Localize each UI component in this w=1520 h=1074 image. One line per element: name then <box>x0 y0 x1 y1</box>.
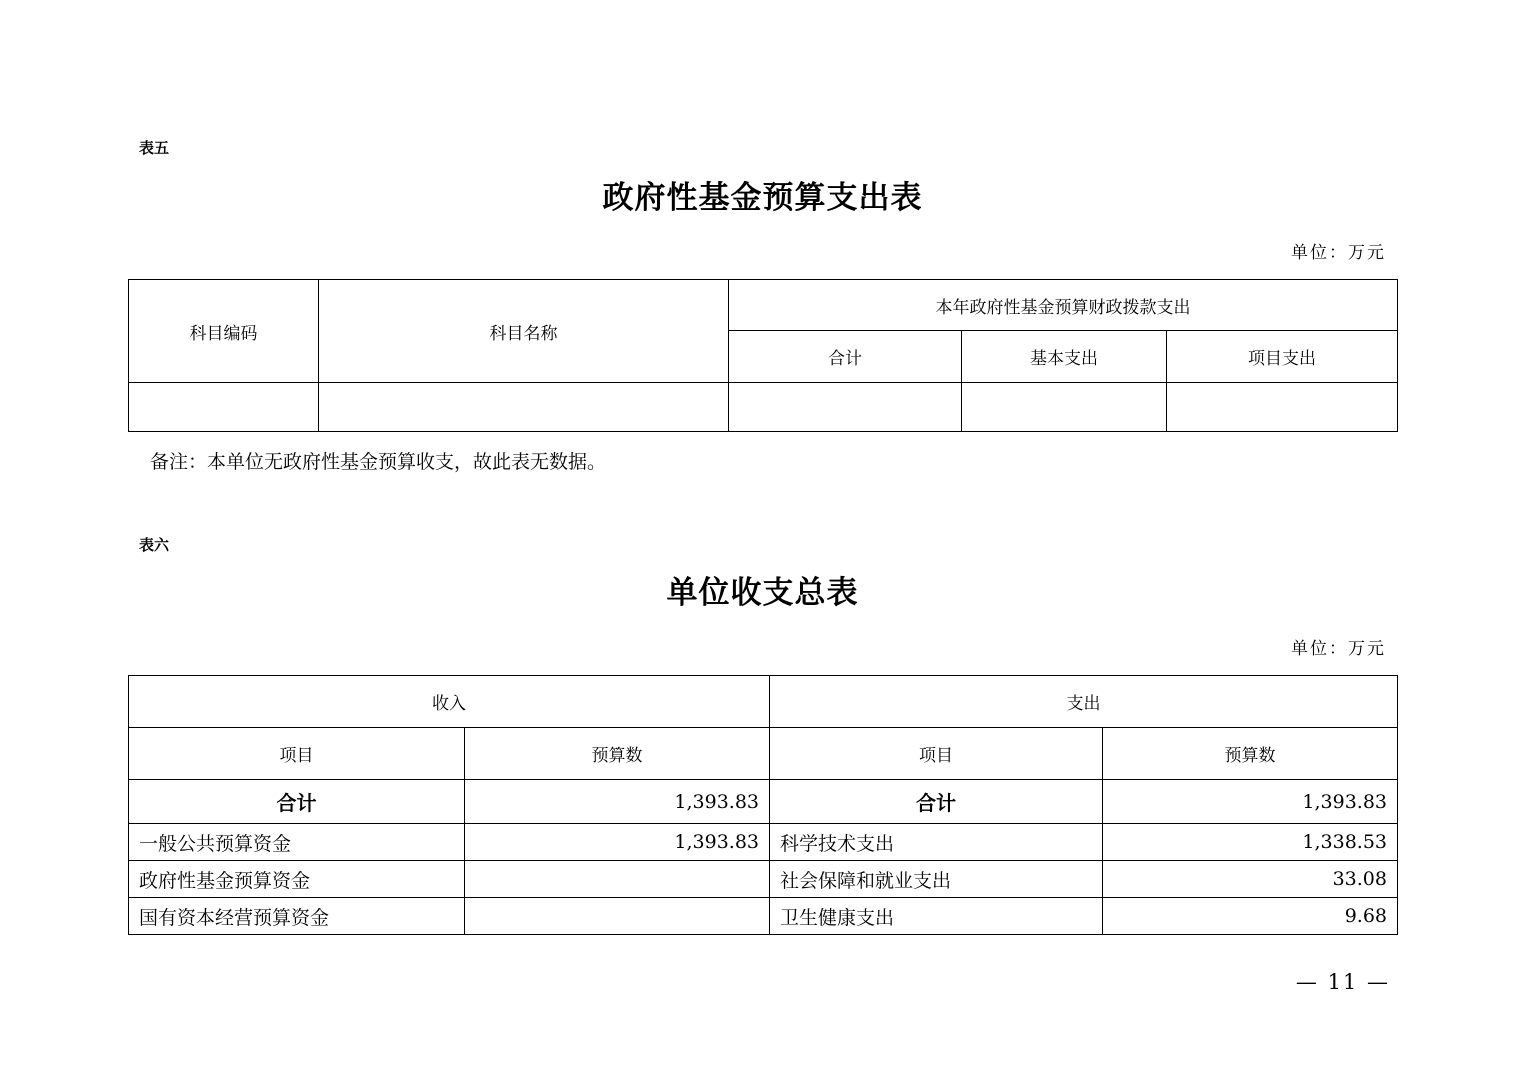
expense-total-label: 合计 <box>770 780 1103 824</box>
header-expense-budget: 预算数 <box>1103 728 1398 780</box>
income-item: 政府性基金预算资金 <box>129 861 465 898</box>
header-income-item: 项目 <box>129 728 465 780</box>
expense-item: 社会保障和就业支出 <box>770 861 1103 898</box>
header-project-expense: 项目支出 <box>1167 331 1398 383</box>
table6-tag: 表六 <box>139 536 170 554</box>
header-income-budget: 预算数 <box>465 728 770 780</box>
empty-cell <box>729 383 962 432</box>
government-fund-expense-table <box>128 279 1398 432</box>
table-row <box>129 383 1398 432</box>
table6-unit: 单位：万元 <box>1291 639 1386 659</box>
income-item: 一般公共预算资金 <box>129 824 465 861</box>
header-subject-name: 科目名称 <box>319 280 729 383</box>
table5-note: 备注：本单位无政府性基金预算收支，故此表无数据。 <box>150 451 607 473</box>
table-row <box>129 861 1398 898</box>
table5-title: 政府性基金预算支出表 <box>602 180 923 216</box>
income-value <box>465 898 770 935</box>
income-value <box>465 861 770 898</box>
table-row <box>129 898 1398 935</box>
expense-value: 33.08 <box>1103 861 1398 898</box>
income-total-label: 合计 <box>129 780 465 824</box>
expense-item: 科学技术支出 <box>770 824 1103 861</box>
table-row <box>129 824 1398 861</box>
empty-cell <box>319 383 729 432</box>
header-expense: 支出 <box>770 676 1398 728</box>
table5-tag: 表五 <box>139 139 170 157</box>
expense-value: 9.68 <box>1103 898 1398 935</box>
table-row-total <box>129 780 1398 824</box>
empty-cell <box>962 383 1167 432</box>
income-item: 国有资本经营预算资金 <box>129 898 465 935</box>
page-number: — 11 — <box>1295 970 1390 994</box>
empty-cell <box>1167 383 1398 432</box>
expense-total-value: 1,393.83 <box>1103 780 1398 824</box>
header-basic-expense: 基本支出 <box>962 331 1167 383</box>
header-expense-item: 项目 <box>770 728 1103 780</box>
header-fund-expense-group: 本年政府性基金预算财政拨款支出 <box>729 280 1398 331</box>
table6-title: 单位收支总表 <box>666 575 859 611</box>
header-subject-code: 科目编码 <box>129 280 319 383</box>
income-total-value: 1,393.83 <box>465 780 770 824</box>
table5-unit: 单位：万元 <box>1291 243 1386 263</box>
income-value: 1,393.83 <box>465 824 770 861</box>
empty-cell <box>129 383 319 432</box>
expense-item: 卫生健康支出 <box>770 898 1103 935</box>
header-total: 合计 <box>729 331 962 383</box>
income-expense-summary-table <box>128 675 1398 935</box>
expense-value: 1,338.53 <box>1103 824 1398 861</box>
header-income: 收入 <box>129 676 770 728</box>
